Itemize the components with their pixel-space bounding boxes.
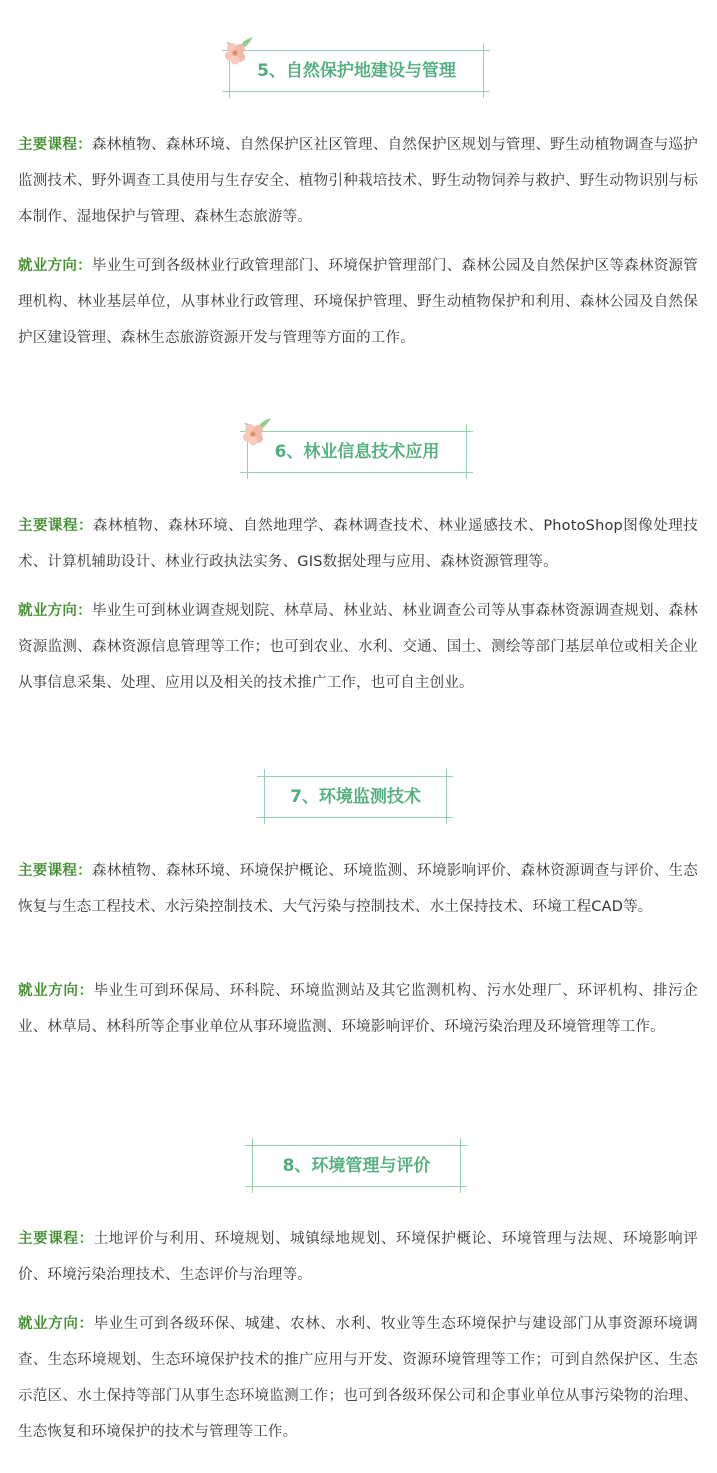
courses-paragraph bbox=[18, 853, 698, 925]
courses-label: 主要课程： bbox=[18, 137, 92, 153]
courses-label: 主要课程： bbox=[18, 518, 94, 534]
courses-paragraph bbox=[18, 508, 698, 580]
flower-icon bbox=[238, 417, 272, 447]
section-title: 6、林业信息技术应用 bbox=[247, 431, 467, 473]
jobs-paragraph bbox=[18, 1306, 698, 1450]
jobs-label: 就业方向： bbox=[18, 1316, 94, 1332]
courses-text: 森林植物、森林环境、自然地理学、森林调查技术、林业遥感技术、PhotoShop图像处理技术、计算机辅助设计、林业行政执法实务、GIS数据处理与应用、森林资源管理等。 bbox=[18, 518, 698, 570]
jobs-label: 就业方向： bbox=[18, 258, 92, 274]
section-title: 5、自然保护地建设与管理 bbox=[229, 50, 484, 92]
section-title: 7、环境监测技术 bbox=[264, 776, 447, 818]
jobs-text: 毕业生可到林业调查规划院、林草局、林业站、林业调查公司等从事森林资源调查规划、森林资源监测、森林资源信息管理等工作；也可到农业、水利、交通、国土、测绘等部门基层单位或相关企业从事信息采集、处理、应用以及相关的技术推广工作，也可自主创业。 bbox=[18, 603, 698, 691]
jobs-label: 就业方向： bbox=[18, 603, 92, 619]
courses-text: 森林植物、森林环境、环境保护概论、环境监测、环境影响评价、森林资源调查与评价、生态恢复与生态工程技术、水污染控制技术、大气污染与控制技术、水土保持技术、环境工程CAD等。 bbox=[18, 863, 698, 915]
jobs-paragraph bbox=[18, 248, 698, 356]
courses-label: 主要课程： bbox=[18, 863, 92, 879]
jobs-text: 毕业生可到各级林业行政管理部门、环境保护管理部门、森林公园及自然保护区等森林资源管理机构、林业基层单位，从事林业行政管理、环境保护管理、野生动植物保护和利用、森林公园及自然保护区建设管理、森林生态旅游资源开发与管理等方面的工作。 bbox=[18, 258, 698, 346]
courses-label: 主要课程： bbox=[18, 1231, 94, 1247]
jobs-label: 就业方向： bbox=[18, 983, 94, 999]
courses-paragraph bbox=[18, 127, 698, 235]
courses-text: 土地评价与利用、环境规划、城镇绿地规划、环境保护概论、环境管理与法规、环境影响评价、环境污染治理技术、生态评价与治理等。 bbox=[18, 1231, 699, 1283]
jobs-text: 毕业生可到环保局、环科院、环境监测站及其它监测机构、污水处理厂、环评机构、排污企业、林草局、林科所等企事业单位从事环境监测、环境影响评价、环境污染治理及环境管理等工作。 bbox=[18, 983, 699, 1035]
jobs-text: 毕业生可到各级环保、城建、农林、水利、牧业等生态环境保护与建设部门从事资源环境调查、生态环境规划、生态环境保护技术的推广应用与开发、资源环境管理等工作；可到自然保护区、生态示范区、水土保持等部门从事生态环境监测工作；也可到各级环保公司和企事业单位从事污染物的治理、生态恢复和环境保护的技术与管理等工作。 bbox=[18, 1316, 699, 1440]
jobs-paragraph bbox=[18, 593, 698, 701]
courses-paragraph bbox=[18, 1221, 698, 1293]
flower-icon bbox=[220, 36, 254, 66]
courses-text: 森林植物、森林环境、自然保护区社区管理、自然保护区规划与管理、野生动植物调查与巡护监测技术、野外调查工具使用与生存安全、植物引种栽培技术、野生动物饲养与救护、野生动物识别与标本制作、湿地保护与管理、森林生态旅游等。 bbox=[18, 137, 698, 225]
section-title: 8、环境管理与评价 bbox=[252, 1145, 461, 1187]
jobs-paragraph bbox=[18, 973, 698, 1045]
